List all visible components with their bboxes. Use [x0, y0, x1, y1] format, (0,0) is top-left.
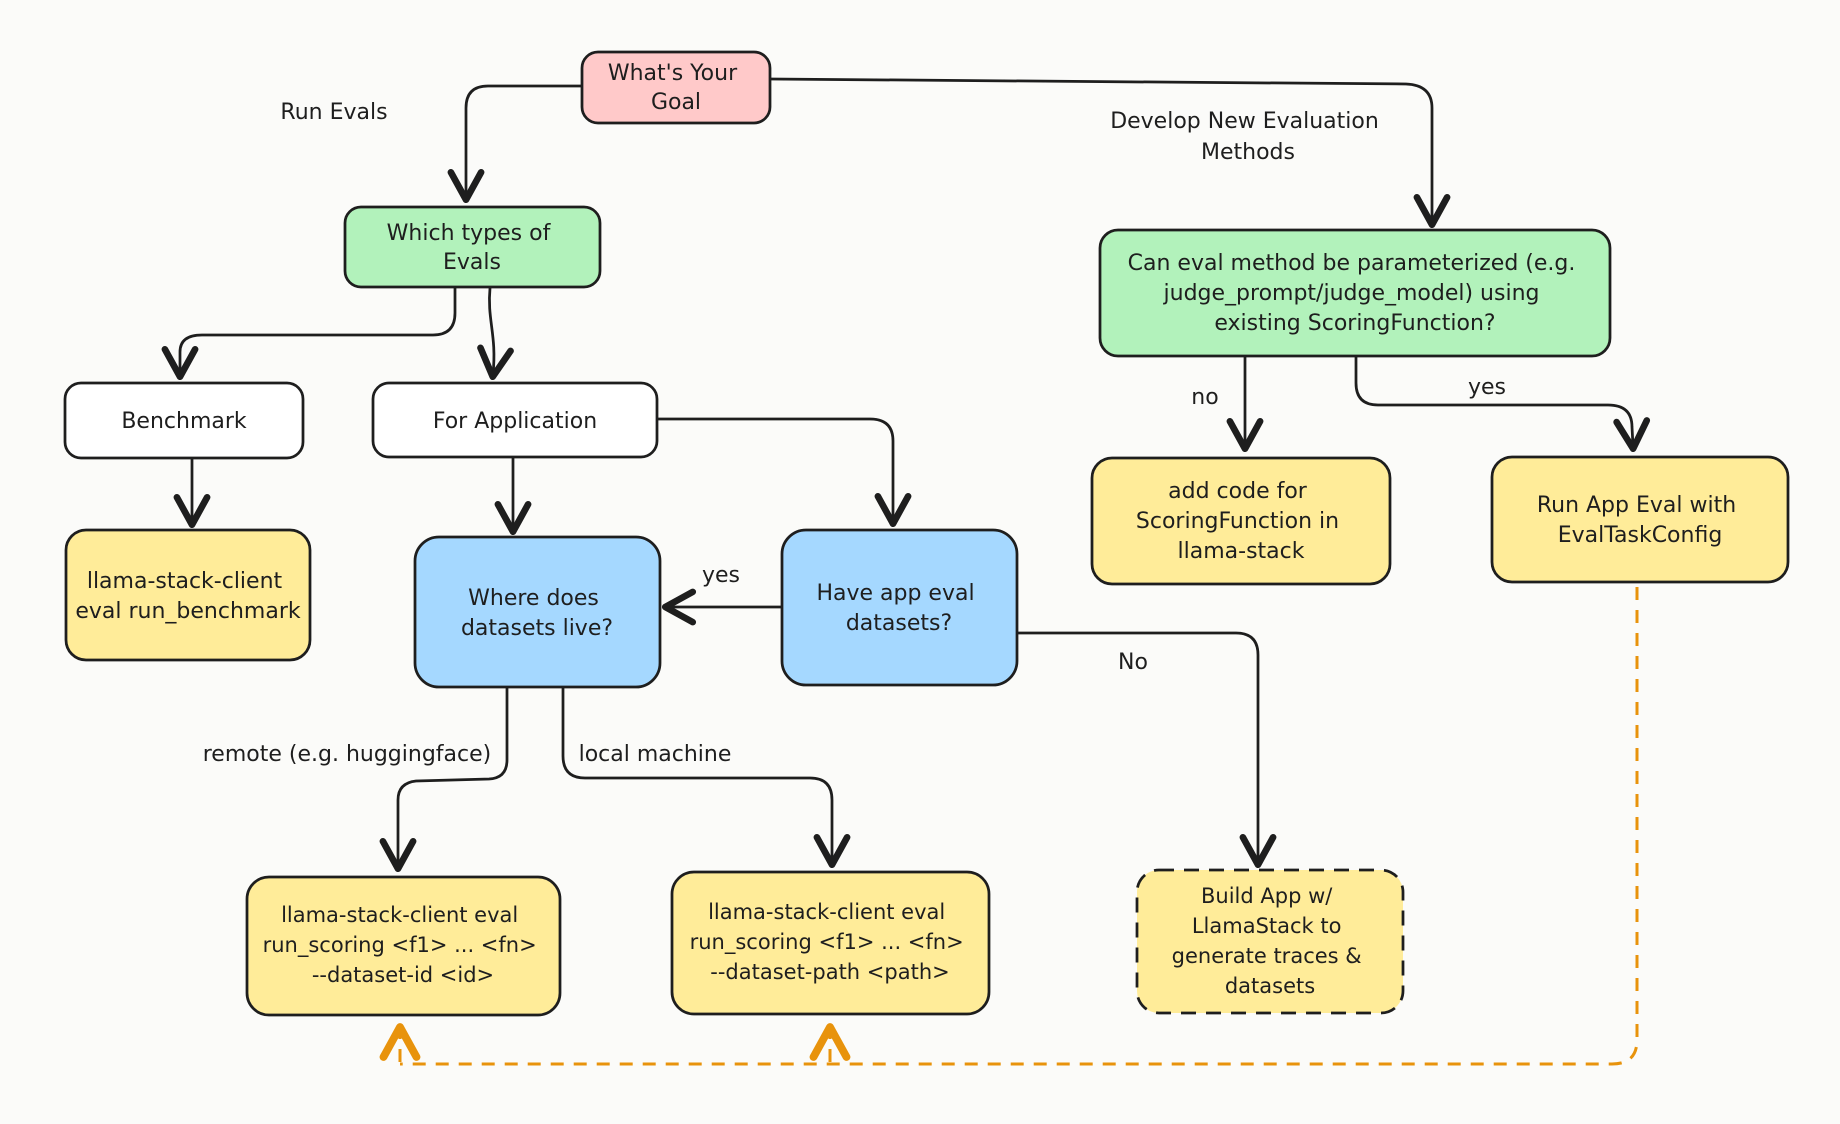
node-which-types-label: Which types of Evals — [386, 221, 551, 275]
node-for-application-label: For Application — [432, 409, 598, 434]
node-add-code-label: add code for ScoringFunction in llama-stack — [1135, 479, 1340, 564]
edge-label-no-have-datasets: No — [1118, 650, 1148, 675]
edge-label-yes-have-datasets: yes — [701, 563, 741, 588]
edge-where-datasets-remote-to-run-scoring-id — [398, 687, 507, 866]
edge-where-datasets-local-to-run-scoring-path — [563, 687, 832, 862]
edge-label-yes-param: yes — [1467, 375, 1507, 400]
node-run-benchmark-label: llama-stack-client eval run_benchmark — [75, 569, 301, 624]
edge-label-remote-huggingface: remote (e.g. huggingface) — [202, 742, 492, 767]
node-for-application — [373, 383, 657, 457]
edge-goal-to-can-eval — [770, 79, 1432, 222]
edge-can-eval-yes-to-run-app-eval — [1356, 357, 1633, 446]
node-benchmark-label: Benchmark — [121, 409, 247, 434]
node-which-types-of-evals — [345, 207, 600, 287]
node-run-benchmark-command — [66, 530, 310, 660]
node-build-app-llamastack — [1137, 870, 1403, 1013]
node-where-does-datasets-live — [415, 537, 660, 687]
edge-label-develop-new-methods: Develop New Evaluation Methods — [1110, 109, 1379, 165]
edge-label-run-evals: Run Evals — [280, 100, 388, 125]
edge-which-types-to-for-application — [489, 288, 494, 374]
node-where-datasets-label: Where does datasets live? — [460, 586, 614, 641]
node-run-scoring-id-label: llama-stack-client eval run_scoring <f1> ... <fn> --dataset-id <id> — [262, 903, 537, 987]
edge-goal-to-which-types — [466, 86, 582, 197]
node-run-scoring-path-label: llama-stack-client eval run_scoring <f1> ... <fn> --dataset-path <path> — [689, 900, 964, 984]
node-whats-your-goal-label: What's Your Goal — [607, 61, 738, 115]
edge-which-types-to-benchmark — [180, 288, 455, 374]
node-have-datasets-label: Have app eval datasets? — [816, 581, 975, 636]
edge-label-local-machine: local machine — [578, 742, 732, 767]
node-run-app-eval — [1492, 457, 1788, 582]
node-whats-your-goal — [582, 52, 770, 123]
node-have-app-eval-datasets — [782, 530, 1017, 685]
node-build-app-label: Build App w/ LlamaStack to generate traces & datasets — [1171, 884, 1362, 998]
node-benchmark — [65, 383, 303, 458]
edge-label-no-param: no — [1191, 385, 1219, 410]
node-can-eval-label: Can eval method be parameterized (e.g. judge_prompt/judge_model) using existing ScoringFunction? — [1127, 251, 1576, 336]
node-can-eval-method-parameterized — [1100, 230, 1610, 356]
node-run-app-eval-label: Run App Eval with EvalTaskConfig — [1536, 493, 1737, 548]
node-run-scoring-dataset-id — [247, 877, 560, 1015]
edge-for-application-to-have-datasets — [657, 419, 893, 521]
node-add-code-scoringfunction — [1092, 458, 1390, 584]
node-run-scoring-dataset-path — [672, 872, 989, 1014]
